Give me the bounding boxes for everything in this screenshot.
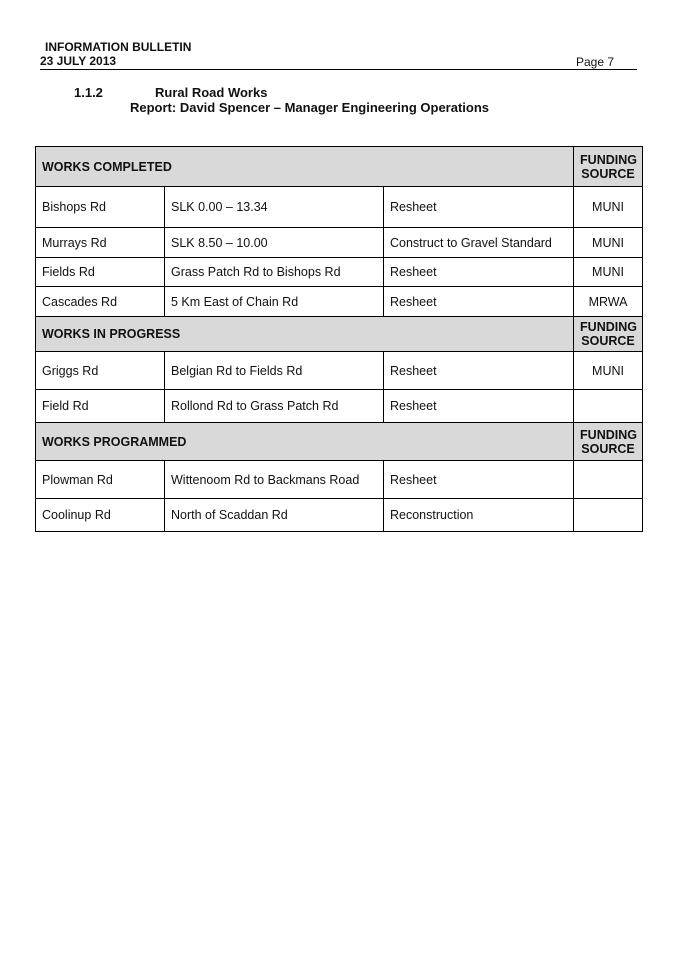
- work-cell: Resheet: [384, 287, 574, 317]
- table-row: [36, 287, 643, 317]
- funding-source-header: [574, 423, 643, 461]
- table-row: [36, 187, 643, 228]
- road-cell: Murrays Rd: [36, 228, 165, 258]
- table-row: [36, 228, 643, 258]
- section-header-row-in-progress: [36, 317, 643, 352]
- location-cell: North of Scaddan Rd: [165, 499, 384, 532]
- page-number: Page 7: [576, 55, 615, 69]
- work-cell: Resheet: [384, 258, 574, 287]
- location-cell: SLK 8.50 – 10.00: [165, 228, 384, 258]
- work-cell: Resheet: [384, 187, 574, 228]
- funding-cell: MUNI: [574, 187, 643, 228]
- table-row: [36, 461, 643, 499]
- location-cell: Rollond Rd to Grass Patch Rd: [165, 390, 384, 423]
- location-cell: 5 Km East of Chain Rd: [165, 287, 384, 317]
- section-header-row-completed: [36, 147, 643, 187]
- location-cell: Wittenoom Rd to Backmans Road: [165, 461, 384, 499]
- road-works-table: [35, 146, 643, 532]
- work-cell: Construct to Gravel Standard: [384, 228, 574, 258]
- road-cell: Bishops Rd: [36, 187, 165, 228]
- section-heading-completed: WORKS COMPLETED: [36, 147, 574, 187]
- road-cell: Cascades Rd: [36, 287, 165, 317]
- location-cell: SLK 0.00 – 13.34: [165, 187, 384, 228]
- header-rule: [40, 69, 637, 70]
- funding-cell: MRWA: [574, 287, 643, 317]
- funding-cell: MUNI: [574, 228, 643, 258]
- road-cell: Plowman Rd: [36, 461, 165, 499]
- location-cell: Grass Patch Rd to Bishops Rd: [165, 258, 384, 287]
- section-heading-in-progress: WORKS IN PROGRESS: [36, 317, 574, 352]
- road-cell: Fields Rd: [36, 258, 165, 287]
- table-row: [36, 499, 643, 532]
- table-row: [36, 258, 643, 287]
- funding-header-line1: FUNDING: [580, 320, 637, 334]
- road-cell: Coolinup Rd: [36, 499, 165, 532]
- table-row: [36, 352, 643, 390]
- bulletin-date: 23 JULY 2013: [40, 54, 117, 68]
- road-cell: Field Rd: [36, 390, 165, 423]
- work-cell: Resheet: [384, 461, 574, 499]
- funding-header-line2: SOURCE: [581, 166, 635, 181]
- funding-header-line1: FUNDING: [580, 152, 637, 167]
- location-cell: Belgian Rd to Fields Rd: [165, 352, 384, 390]
- section-title: Rural Road Works: [155, 85, 268, 100]
- funding-cell: [574, 499, 643, 532]
- funding-source-header: [574, 147, 643, 187]
- funding-cell: [574, 461, 643, 499]
- section-report-line: Report: David Spencer – Manager Engineering Operations: [130, 100, 490, 115]
- funding-cell: [574, 390, 643, 423]
- funding-cell: MUNI: [574, 258, 643, 287]
- table-row: [36, 390, 643, 423]
- work-cell: Resheet: [384, 352, 574, 390]
- bulletin-title: INFORMATION BULLETIN: [45, 40, 192, 54]
- funding-source-header: [574, 317, 643, 352]
- section-number: 1.1.2: [74, 85, 103, 100]
- funding-header-line2: SOURCE: [581, 334, 635, 348]
- section-heading-programmed: WORKS PROGRAMMED: [36, 423, 574, 461]
- road-cell: Griggs Rd: [36, 352, 165, 390]
- work-cell: Resheet: [384, 390, 574, 423]
- funding-header-line1: FUNDING: [580, 427, 637, 442]
- work-cell: Reconstruction: [384, 499, 574, 532]
- section-header-row-programmed: [36, 423, 643, 461]
- funding-cell: MUNI: [574, 352, 643, 390]
- funding-header-line2: SOURCE: [581, 441, 635, 456]
